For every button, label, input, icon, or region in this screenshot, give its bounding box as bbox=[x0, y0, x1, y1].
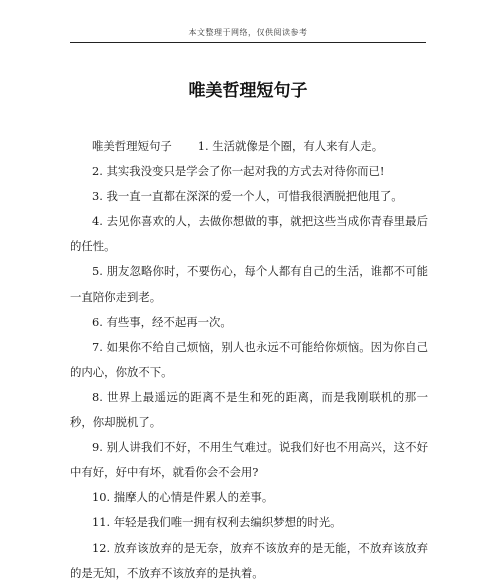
document-body bbox=[70, 134, 428, 586]
paragraph-1 bbox=[70, 134, 428, 159]
paragraph-7: 7. 如果你不给自己烦恼，别人也永远不可能给你烦恼。因为你自己的内心，你放不下。 bbox=[70, 339, 428, 379]
intro-label: 唯美哲理短句子 bbox=[92, 139, 172, 153]
paragraph-6: 6. 有些事，经不起再一次。 bbox=[92, 314, 232, 329]
paragraph-12: 12. 放弃该放弃的是无奈，放弃不该放弃的是无能，不放弃该放弃的是无知，不放弃不该放弃的是执着。 bbox=[70, 540, 428, 580]
paragraph-11: 11. 年轻是我们唯一拥有权利去编织梦想的时光。 bbox=[92, 515, 342, 530]
paragraph-4: 4. 去见你喜欢的人，去做你想做的事，就把这些当成你青春里最后的任性。 bbox=[70, 214, 428, 254]
paragraph-3: 3. 我一直一直都在深深的爱一个人，可惜我很洒脱把他甩了。 bbox=[92, 189, 403, 204]
paragraph-5: 5. 朋友忽略你时，不要伤心，每个人都有自己的生活，谁都不可能一直陪你走到老。 bbox=[70, 264, 428, 304]
paragraph-text-1: 1. 生活就像是个圈，有人来有人走。 bbox=[197, 139, 384, 153]
paragraph-2: 2. 其实我没变只是学会了你一起对我的方式去对待你而已! bbox=[92, 164, 385, 179]
paragraph-8: 8. 世界上最遥远的距离不是生和死的距离，而是我刚联机的那一秒，你却脱机了。 bbox=[70, 389, 428, 430]
header-note: 本文整理于网络，仅供阅读参考 bbox=[188, 28, 308, 37]
header-divider bbox=[70, 42, 426, 43]
paragraph-10: 10. 揣摩人的心情是件累人的差事。 bbox=[92, 490, 274, 505]
paragraph-9: 9. 别人讲我们不好，不用生气难过。说我们好也不用高兴，这不好中有好，好中有坏，就看你会不会用? bbox=[70, 440, 428, 480]
document-title: 唯美哲理短句子 bbox=[188, 81, 308, 101]
